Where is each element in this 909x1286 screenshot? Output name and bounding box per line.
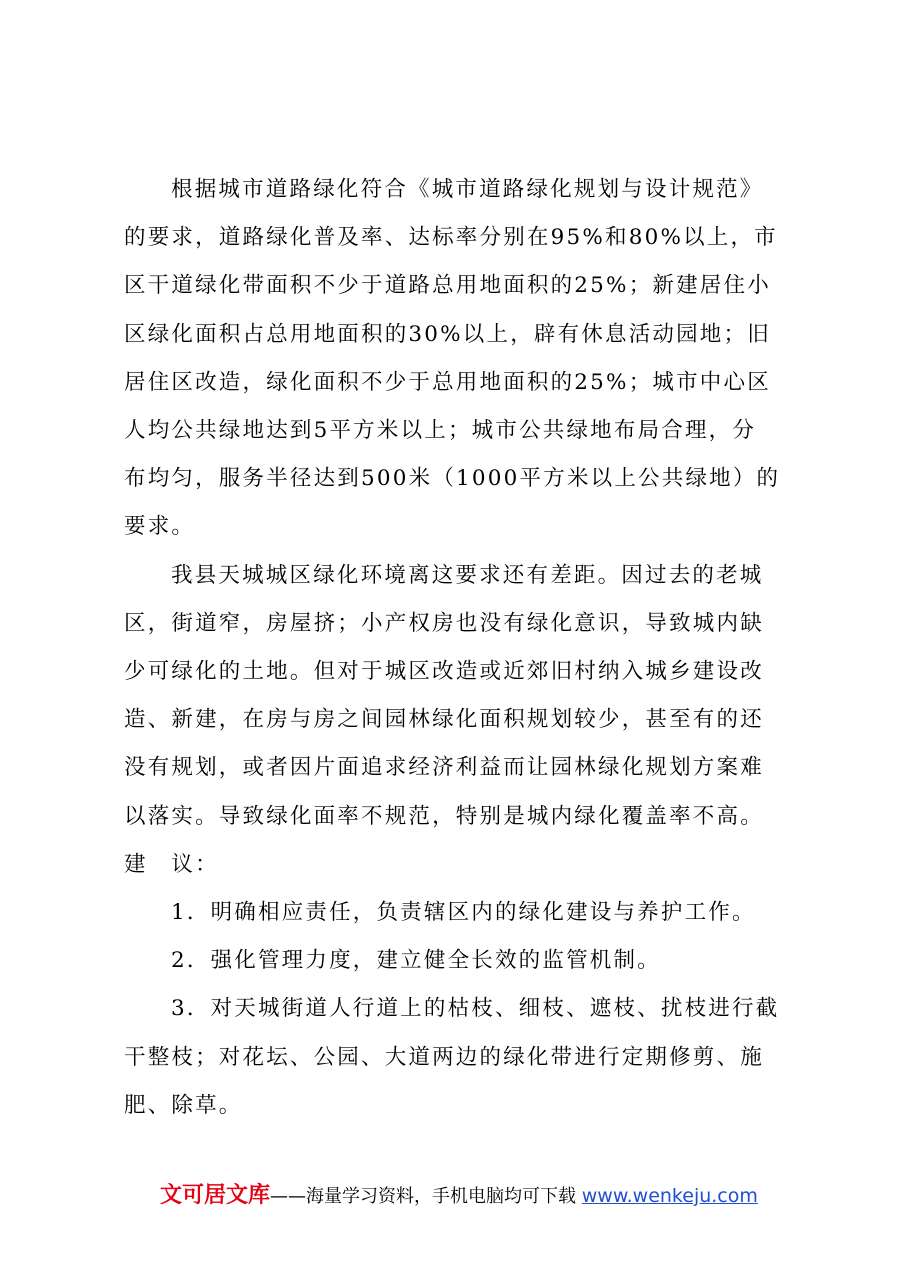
text-line: 区绿化面积占总用地面积的30%以上，辟有休息活动园地；旧 xyxy=(124,321,771,347)
website-link[interactable]: www.wenkeju.com xyxy=(581,1185,758,1207)
heading-text: 建 议： xyxy=(124,851,219,877)
text-line: 要求。 xyxy=(124,514,196,540)
text-line: 布均匀，服务半径达到500米（1000平方米以上公共绿地）的 xyxy=(124,466,781,492)
text-line: 区，街道窄，房屋挤；小产权房也没有绿化意识，导致城内缺 xyxy=(124,610,764,636)
text-line: 居住区改造，绿化面积不少于总用地面积的25%；城市中心区 xyxy=(124,369,771,395)
suggestion-heading xyxy=(124,841,800,889)
text-line: 3．对天城街道人行道上的枯枝、细枝、遮枝、扰枝进行截 xyxy=(171,996,780,1022)
text-line: 干整枝；对花坛、公园、大道两边的绿化带进行定期修剪、施 xyxy=(124,1044,764,1070)
suggestion-item-1 xyxy=(124,889,800,937)
suggestion-item-3 xyxy=(124,985,800,1130)
paragraph-standards xyxy=(124,166,800,552)
document-body xyxy=(124,166,800,1130)
text-line: 人均公共绿地达到5平方米以上；城市公共绿地布局合理，分 xyxy=(124,418,757,444)
text-line: 没有规划，或者因片面追求经济利益而让园林绿化规划方案难 xyxy=(124,755,764,781)
text-line: 根据城市道路绿化符合《城市道路绿化规划与设计规范》 xyxy=(171,177,764,202)
text-line: 少可绿化的土地。但对于城区改造或近郊旧村纳入城乡建设改 xyxy=(124,659,764,685)
footer-slogan: ——海量学习资料，手机电脑均可下载 xyxy=(270,1186,577,1207)
text-line: 以落实。导致绿化面率不规范，特别是城内绿化覆盖率不高。 xyxy=(124,803,764,829)
text-line: 我县天城城区绿化环境离这要求还有差距。因过去的老城 xyxy=(171,562,764,588)
text-line: 2．强化管理力度，建立健全长效的监管机制。 xyxy=(171,948,661,974)
footer-banner xyxy=(160,1180,800,1213)
text-line: 区干道绿化带面积不少于道路总用地面积的25%；新建居住小 xyxy=(124,273,771,299)
text-line: 肥、除草。 xyxy=(124,1092,243,1118)
text-line: 造、新建，在房与房之间园林绿化面积规划较少，甚至有的还 xyxy=(124,707,764,733)
text-line: 的要求，道路绿化普及率、达标率分别在95%和80%以上，市 xyxy=(124,225,778,251)
paragraph-current-situation xyxy=(124,552,800,841)
text-line: 1．明确相应责任，负责辖区内的绿化建设与养护工作。 xyxy=(171,900,756,926)
suggestion-item-2 xyxy=(124,937,800,985)
brand-name: 文可居文库 xyxy=(160,1183,271,1208)
